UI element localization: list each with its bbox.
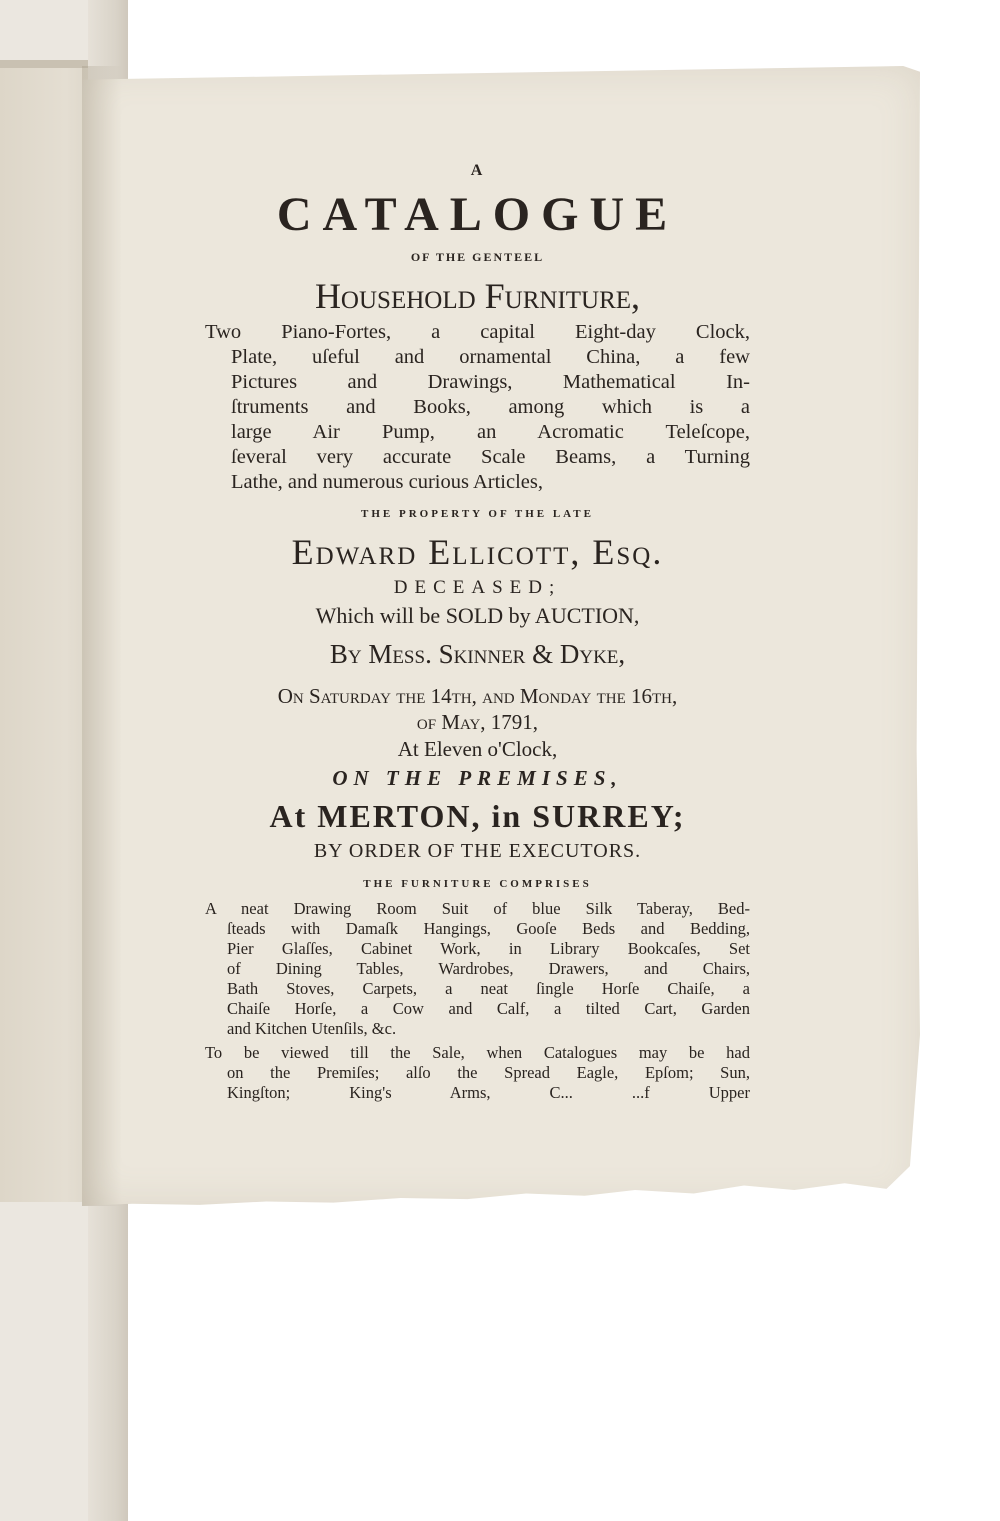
deceased-label: DECEASED; (393, 577, 562, 598)
viewing-block (205, 1043, 750, 1103)
on-the-premises: ON THE PREMISES, (332, 766, 623, 790)
of-the-genteel: OF THE GENTEEL (410, 250, 545, 264)
article-a: A (470, 162, 485, 179)
catalogue-text (205, 160, 750, 1103)
catalogue-title: CATALOGUE (276, 188, 679, 241)
furniture-line: Bath Stoves, Carpets, a neat ſingle Horſe Chaiſe, a (227, 979, 750, 998)
sale-month-year: of May, 1791, (416, 710, 539, 734)
furniture-line: A neat Drawing Room Suit of blue Silk Taberay, Bed- (205, 899, 750, 918)
auctioneers: By Meſſ. Skinner & Dyke, (329, 639, 626, 669)
viewing-line: on the Premiſes; alſo the Spread Eagle, Epſom; Sun, (227, 1063, 750, 1082)
description-line: ſeveral very accurate Scale Beams, a Turning (231, 446, 750, 468)
furniture-line: and Kitchen Utenſils, &c. (227, 1019, 397, 1038)
description-line: large Air Pump, an Acromatic Teleſcope, (231, 421, 750, 443)
property-of-label: THE PROPERTY OF THE LATE (361, 508, 594, 520)
description-line: Pictures and Drawings, Mathematical In- (231, 371, 750, 393)
leaf-binding-shade (82, 66, 122, 1206)
description-line: Two Piano-Fortes, a capital Eight-day Clock, (205, 321, 750, 343)
description-line: ſtruments and Books, among which is a (231, 396, 750, 418)
household-furniture-heading: Household Furniture, (314, 276, 641, 316)
owner-name: Edward Ellicott, Eſq. (291, 532, 664, 572)
sale-location: At MERTON, in SURREY; (269, 798, 686, 834)
viewing-line: Kingſton; King's Arms, C... ...f Upper (227, 1083, 750, 1102)
viewing-line: To be viewed till the Sale, when Catalogues may be had (205, 1043, 750, 1062)
furniture-line: Pier Glaſſes, Cabinet Work, in Library Bookcaſes, Set (227, 939, 750, 958)
furniture-line: of Dining Tables, Wardrobes, Drawers, and Chairs, (227, 959, 750, 978)
description-line: Lathe, and numerous curious Articles, (231, 471, 543, 493)
furniture-line: Chaiſe Horſe, a Cow and Calf, a tilted Cart, Garden (227, 999, 750, 1018)
description-line: Plate, uſeful and ornamental China, a few (231, 346, 750, 368)
sold-by-auction: Which will be SOLD by AUCTION, (315, 603, 640, 628)
furniture-comprises-label: THE FURNITURE COMPRISES (363, 878, 592, 890)
furniture-list-block (205, 899, 750, 1039)
by-order-of-executors: BY ORDER OF THE EXECUTORS. (313, 840, 642, 862)
description-block (205, 320, 750, 495)
furniture-line: ſteads with Damaſk Hangings, Gooſe Beds and Bedding, (227, 919, 750, 938)
sale-dates: On Saturday the 14th, and Monday the 16th, (277, 684, 678, 708)
sale-time: At Eleven o'Clock, (397, 737, 558, 761)
